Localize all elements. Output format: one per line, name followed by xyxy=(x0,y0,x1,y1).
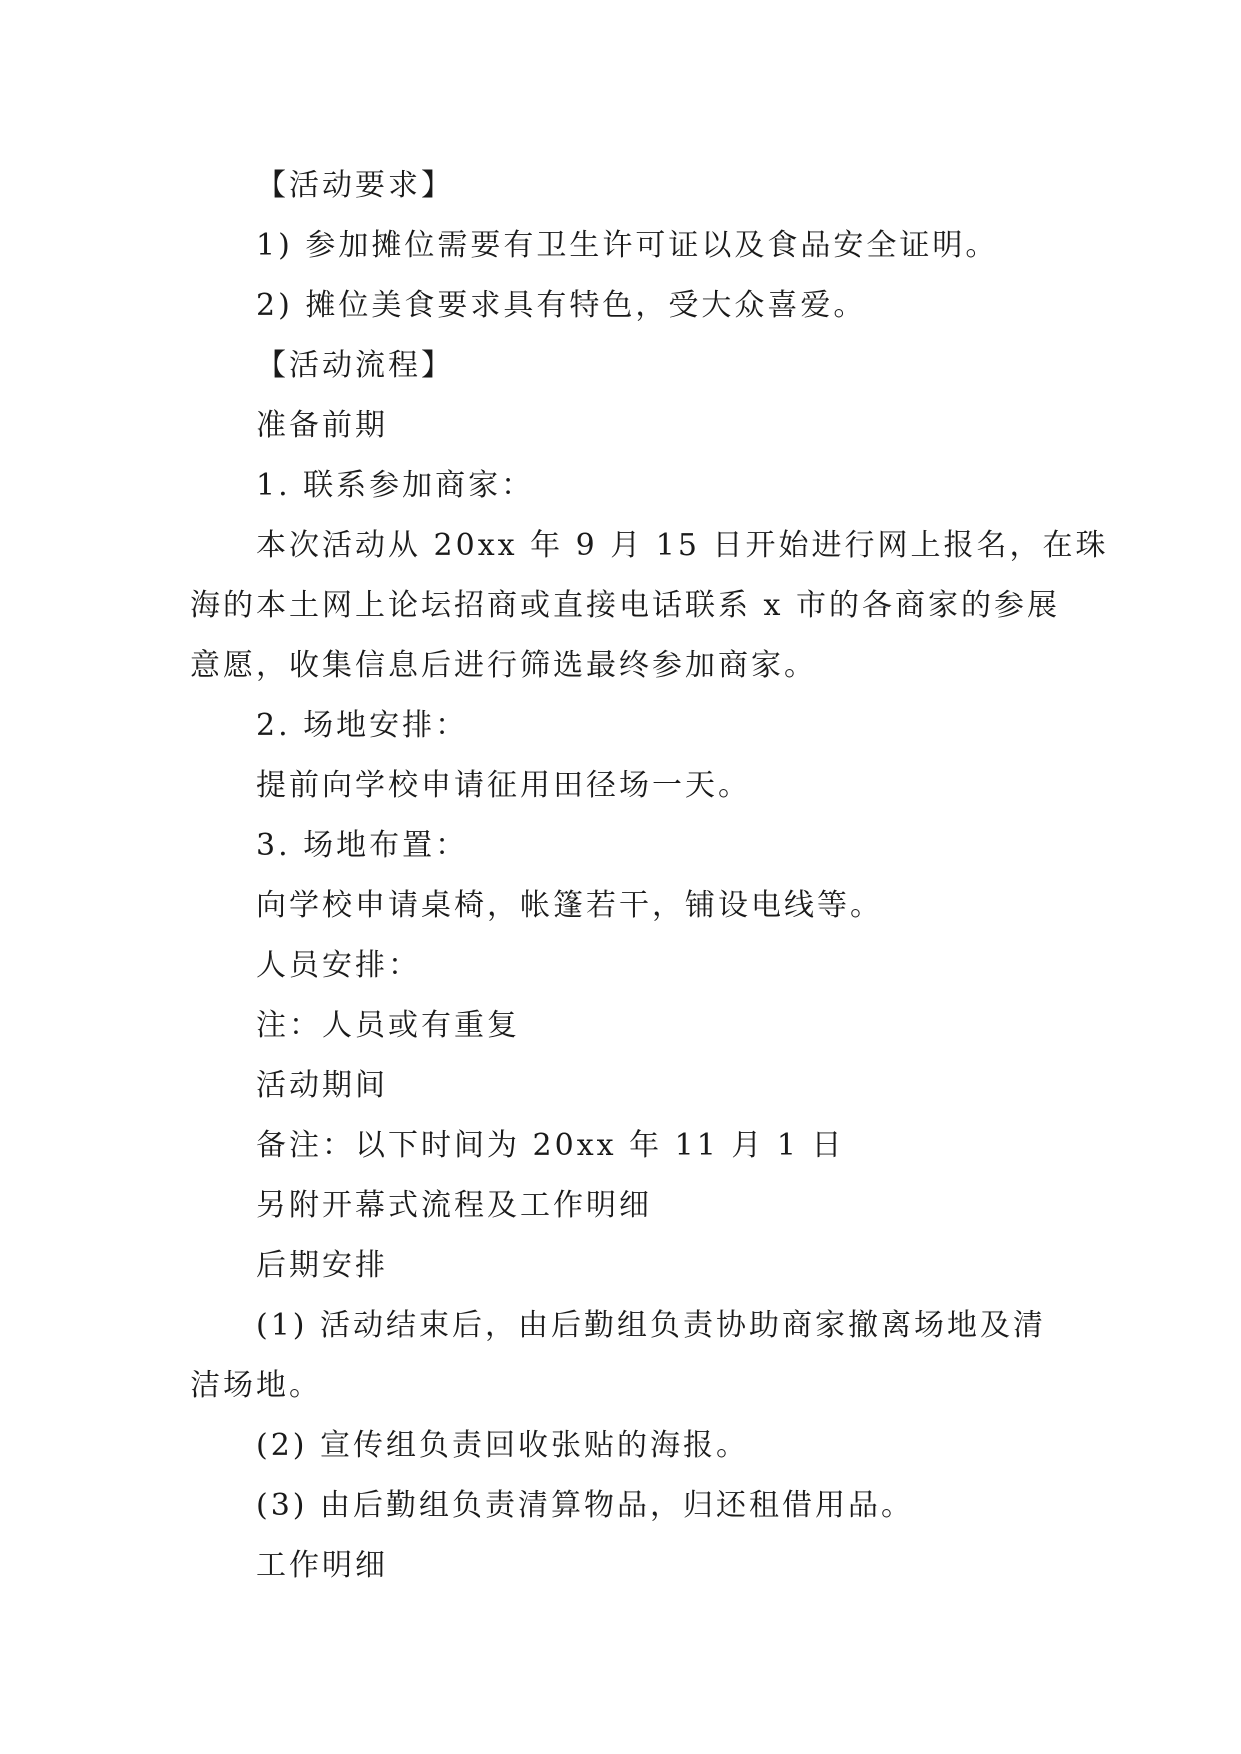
paragraph-line: 本次活动从 20xx 年 9 月 15 日开始进行网上报名，在珠 xyxy=(256,528,1109,563)
requirement-item-1: 1) 参加摊位需要有卫生许可证以及食品安全证明。 xyxy=(256,228,999,263)
post-item-3: (3) 由后勤组负责清算物品，归还租借用品。 xyxy=(256,1488,915,1523)
post-item-1: (1) 活动结束后，由后勤组负责协助商家撤离场地及清 xyxy=(256,1308,1047,1343)
paragraph-line: 向学校申请桌椅，帐篷若干，铺设电线等。 xyxy=(256,888,883,923)
subheading-post-event: 后期安排 xyxy=(256,1248,388,1283)
note-line: 备注：以下时间为 20xx 年 11 月 1 日 xyxy=(256,1128,845,1163)
section-heading-requirements: 【活动要求】 xyxy=(256,168,454,203)
step-contact-merchants: 1. 联系参加商家： xyxy=(256,468,535,503)
subheading-staffing: 人员安排： xyxy=(256,948,421,983)
post-item-2: (2) 宣传组负责回收张贴的海报。 xyxy=(256,1428,750,1463)
requirement-item-2: 2) 摊位美食要求具有特色，受大众喜爱。 xyxy=(256,288,867,323)
paragraph-line: 海的本土网上论坛招商或直接电话联系 x 市的各商家的参展 xyxy=(190,588,1060,623)
subheading-during-event: 活动期间 xyxy=(256,1068,388,1103)
document-body xyxy=(190,156,1109,1596)
note-line: 注：人员或有重复 xyxy=(256,1008,520,1043)
subheading-work-details: 工作明细 xyxy=(256,1548,388,1583)
paragraph-line: 意愿，收集信息后进行筛选最终参加商家。 xyxy=(190,648,817,683)
step-venue-arrangement: 2. 场地安排： xyxy=(256,708,469,743)
subheading-preparation: 准备前期 xyxy=(256,408,388,443)
paragraph-line: 洁场地。 xyxy=(190,1368,322,1403)
section-heading-process: 【活动流程】 xyxy=(256,348,454,383)
paragraph-line: 提前向学校申请征用田径场一天。 xyxy=(256,768,751,803)
step-venue-layout: 3. 场地布置： xyxy=(256,828,469,863)
paragraph-line: 另附开幕式流程及工作明细 xyxy=(256,1188,652,1223)
